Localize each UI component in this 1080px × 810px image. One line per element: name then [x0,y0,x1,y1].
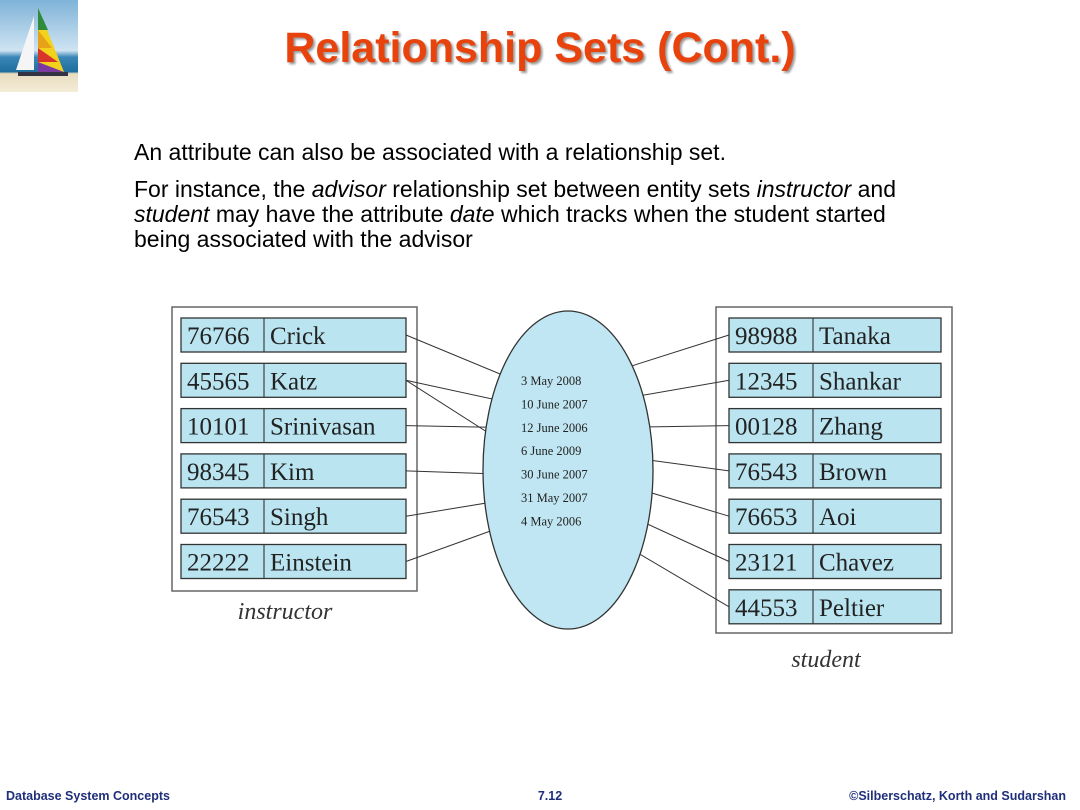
student-row [729,454,941,488]
date-label: 4 May 2006 [521,514,582,529]
instructor-id: 10101 [187,413,250,441]
student-name: Chavez [819,549,894,577]
student-name: Shankar [819,368,901,396]
footer-copyright: ©Silberschatz, Korth and Sudarshan [849,789,1066,803]
student-row [729,409,941,443]
instructor-name: Crick [270,323,326,350]
instructor-row [181,363,406,397]
date-label: 12 June 2006 [521,420,588,435]
instructor-id: 98345 [187,458,250,486]
student-id: 76653 [735,504,798,532]
student-id: 98988 [735,323,798,350]
student-id: 23121 [735,549,798,577]
student-row [729,499,941,533]
instructor-name: Kim [270,458,315,486]
instructor-id: 45565 [187,368,250,396]
instructor-label: instructor [237,599,333,625]
student-rows [729,318,941,624]
instructor-name: Einstein [270,549,352,577]
instructor-row [181,499,406,533]
footer-book-title: Database System Concepts [6,789,170,803]
student-label: student [791,647,861,673]
paragraph-2: For instance, the advisor relationship set between entity sets instructor and student may have the attribute date which tracks when the student started being associated with the advisor [134,176,896,252]
instructor-name: Katz [270,368,318,396]
student-id: 76543 [735,458,798,486]
instructor-row [181,545,406,579]
student-row [729,363,941,397]
instructor-row [181,318,406,352]
student-name: Tanaka [819,323,891,350]
student-row [729,590,941,624]
instructor-name: Singh [270,504,329,532]
slide-title: Relationship Sets (Cont.) [284,24,796,72]
paragraph-1: An attribute can also be associated with a relationship set. [134,139,726,165]
instructor-name: Srinivasan [270,413,376,441]
student-id: 44553 [735,594,798,622]
date-label: 30 June 2007 [521,467,588,482]
student-row [729,318,941,352]
student-name: Brown [819,458,888,486]
student-name: Zhang [819,413,883,441]
instructor-id: 76766 [187,323,250,350]
instructor-id: 76543 [187,504,250,532]
student-name: Aoi [819,504,857,532]
date-label: 31 May 2007 [521,491,588,505]
date-label: 3 May 2008 [521,374,582,388]
footer-page-number: 7.12 [537,789,563,803]
date-label: 6 June 2009 [521,444,582,459]
student-name: Peltier [819,594,885,622]
student-id: 12345 [735,368,798,396]
instructor-id: 22222 [187,549,250,577]
date-label: 10 June 2007 [521,397,588,412]
instructor-row [181,409,406,443]
instructor-row [181,454,406,488]
student-row [729,545,941,579]
student-id: 00128 [735,413,798,441]
